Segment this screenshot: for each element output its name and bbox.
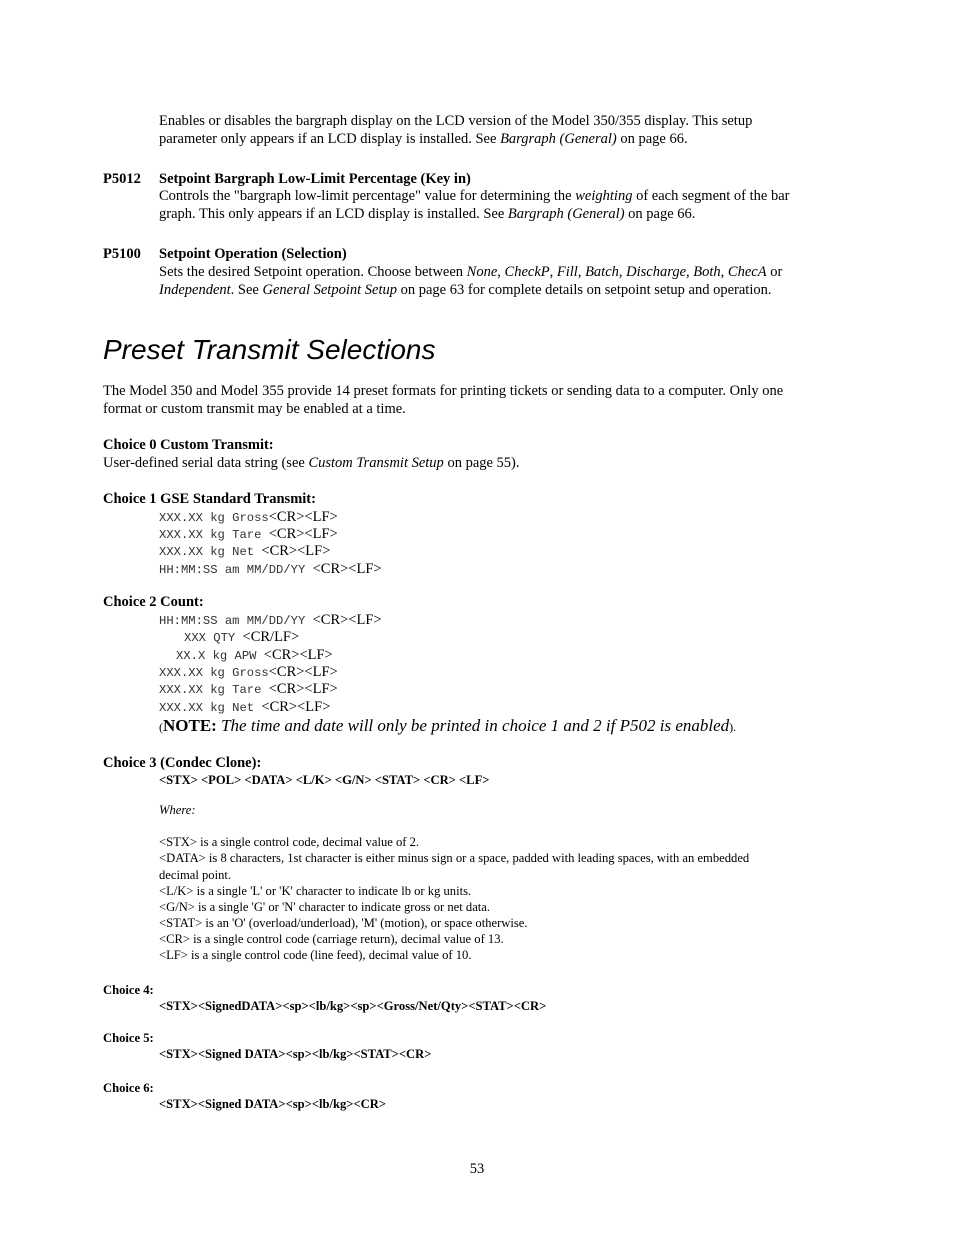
p5100-code: P5100 <box>103 246 141 262</box>
p5012-title: Setpoint Bargraph Low-Limit Percentage (Key in) <box>159 171 471 187</box>
choice-3-where: Where: <box>159 803 196 817</box>
choice-3-definition: <CR> is a single control code (carriage return), decimal value of 13. <box>159 932 504 946</box>
intro-line-1: Enables or disables the bargraph display on the LCD version of the Model 350/355 display. This setup <box>159 113 753 129</box>
choice-2-line: XXX QTY <CR/LF> <box>184 629 300 645</box>
p5100-title: Setpoint Operation (Selection) <box>159 246 347 262</box>
choice-3-title: Choice 3 (Condec Clone): <box>103 755 262 771</box>
choice-2-line: XX.X kg APW <CR><LF> <box>176 647 333 663</box>
bargraph-reference: Bargraph (General) <box>507 206 625 222</box>
choice-3-definition: <STX> is a single control code, decimal value of 2. <box>159 835 420 849</box>
choice-4-format: <STX><SignedDATA><sp><lb/kg><sp><Gross/Net/Qty><STAT><CR> <box>159 999 547 1013</box>
choice-3-format: <STX> <POL> <DATA> <L/K> <G/N> <STAT> <CR> <LF> <box>159 773 490 787</box>
p5012-desc-line-2: graph. This only appears if an LCD display is installed. See Bargraph (General) on page 66. <box>159 206 696 222</box>
choice-5-title: Choice 5: <box>103 1031 154 1045</box>
p5012-code: P5012 <box>103 171 141 187</box>
choice-1-line: HH:MM:SS am MM/DD/YY <CR><LF> <box>159 561 382 577</box>
choice-2-line: XXX.XX kg Net <CR><LF> <box>159 699 331 715</box>
choice-5-format: <STX><Signed DATA><sp><lb/kg><STAT><CR> <box>159 1047 432 1061</box>
custom-transmit-reference: Custom Transmit Setup <box>308 455 444 471</box>
p5100-desc-line-2: Independent. See General Setpoint Setup on page 63 for complete details on setpoint setup and operation. <box>159 282 772 298</box>
choice-1-line: XXX.XX kg Tare <CR><LF> <box>159 526 338 542</box>
choice-3-definition: <L/K> is a single 'L' or 'K' character to indicate lb or kg units. <box>159 884 472 898</box>
p5012-desc-line-1: Controls the "bargraph low-limit percentage" value for determining the weighting of each segment of the bar <box>159 188 790 204</box>
choice-6-format: <STX><Signed DATA><sp><lb/kg><CR> <box>159 1097 387 1111</box>
choice-1-line: XXX.XX kg Gross<CR><LF> <box>159 509 338 525</box>
choice-3-definition: <G/N> is a single 'G' or 'N' character to indicate gross or net data. <box>159 900 491 914</box>
choice-3-definition: decimal point. <box>159 868 232 882</box>
choice-2-line: XXX.XX kg Gross<CR><LF> <box>159 664 338 680</box>
bargraph-reference: Bargraph (General) <box>500 131 617 147</box>
choice-0-title: Choice 0 Custom Transmit: <box>103 437 274 453</box>
choice-2-line: XXX.XX kg Tare <CR><LF> <box>159 681 338 697</box>
section-heading: Preset Transmit Selections <box>103 334 436 365</box>
setpoint-setup-reference: General Setpoint Setup <box>262 282 397 298</box>
section-intro-line-1: The Model 350 and Model 355 provide 14 preset formats for printing tickets or sending data to a computer. Only one <box>103 383 784 399</box>
section-intro-line-2: format or custom transmit may be enabled at a time. <box>103 401 406 417</box>
choice-2-title: Choice 2 Count: <box>103 594 204 610</box>
choice-1-title: Choice 1 GSE Standard Transmit: <box>103 491 316 507</box>
choice-3-definition: <DATA> is 8 characters, 1st character is either minus sign or a space, padded with leading spaces, with an embedded <box>159 851 750 865</box>
intro-line-2: parameter only appears if an LCD display is installed. See Bargraph (General) on page 66. <box>159 131 688 147</box>
choice-2-note: (NOTE: The time and date will only be printed in choice 1 and 2 if P502 is enabled). <box>159 716 737 735</box>
choice-6-title: Choice 6: <box>103 1081 154 1095</box>
choice-1-line: XXX.XX kg Net <CR><LF> <box>159 543 331 559</box>
page-number: 53 <box>469 1161 485 1177</box>
choice-0-desc: User-defined serial data string (see Custom Transmit Setup on page 55). <box>103 455 520 471</box>
p5100-desc-line-1: Sets the desired Setpoint operation. Choose between None, CheckP, Fill, Batch, Discharge, Both, ChecA or <box>159 264 783 280</box>
choice-4-title: Choice 4: <box>103 983 154 997</box>
choice-2-line: HH:MM:SS am MM/DD/YY <CR><LF> <box>159 612 382 628</box>
choice-3-definition: <LF> is a single control code (line feed), decimal value of 10. <box>159 948 472 962</box>
choice-3-definition: <STAT> is an 'O' (overload/underload), 'M' (motion), or space otherwise. <box>159 916 528 930</box>
